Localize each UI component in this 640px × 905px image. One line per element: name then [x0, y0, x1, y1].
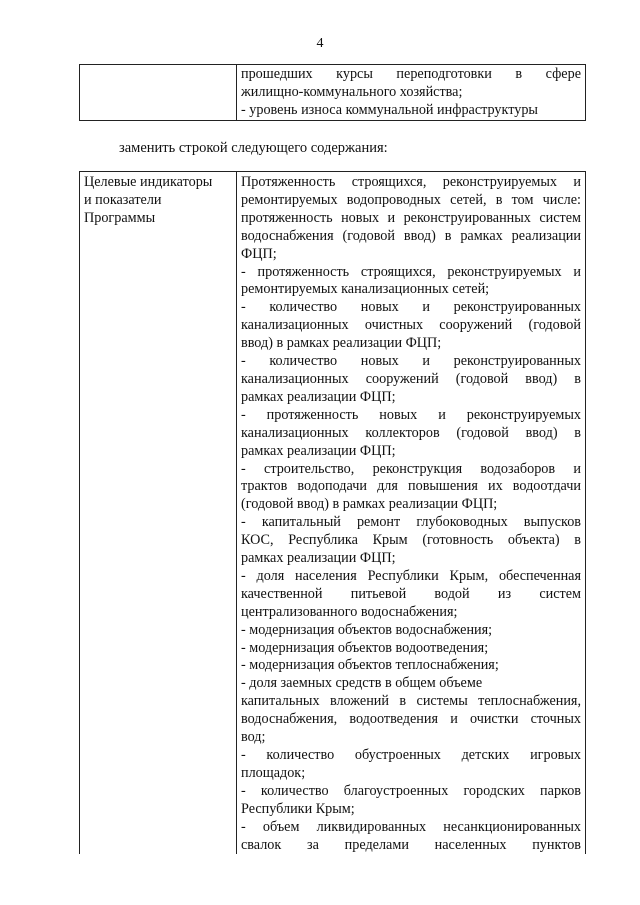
text-line: - строительство, реконструкция водозаборов и: [241, 460, 581, 477]
text-line: Республики Крым;: [241, 800, 355, 817]
text-line: централизованного водоснабжения;: [241, 603, 458, 620]
new-table: [79, 171, 586, 854]
text-line: канализационных очистных сооружений (годовой: [241, 317, 581, 334]
text-line: ФЦП;: [241, 245, 277, 262]
text-line: качественной питьевой водой из систем: [241, 585, 581, 602]
text-line: трактов водоподачи для повышения их водоотдачи: [241, 478, 581, 495]
text-line: ввод) в рамках реализации ФЦП;: [241, 335, 442, 352]
label-line: Программы: [84, 209, 156, 226]
table-cell-content: [237, 65, 586, 121]
text-line: прошедших курсы переподготовки в сфере: [241, 66, 581, 82]
text-line: - протяженность новых и реконструируемых: [241, 406, 581, 423]
previous-table-fragment: [79, 64, 586, 121]
text-line: - количество благоустроенных городских парков: [241, 782, 581, 799]
text-line: ремонтируемых канализационных сетей;: [241, 281, 490, 298]
text-line: Протяженность строящихся, реконструируемых и: [241, 174, 581, 190]
text-line: водоснабжения, водоотведения и очистки сточных: [241, 711, 581, 728]
text-line: водоснабжения (годовой ввод) в рамках реализации: [241, 227, 581, 244]
table-cell-label: [80, 172, 237, 855]
text-line: свалок за пределами населенных пунктов: [241, 836, 581, 853]
table-cell-label: [80, 65, 237, 121]
text-line: - доля населения Республики Крым, обеспеченная: [241, 567, 581, 584]
text-line: - количество новых и реконструированных: [241, 353, 581, 370]
text-line: канализационных сооружений (годовой ввод) в: [241, 370, 581, 387]
text-line: - уровень износа коммунальной инфраструктуры: [241, 101, 538, 118]
text-line: канализационных коллекторов (годовой ввод) в: [241, 424, 581, 441]
text-line: - капитальный ремонт глубоководных выпусков: [241, 514, 581, 531]
text-line: - модернизация объектов водоснабжения;: [241, 621, 493, 638]
text-line: - количество новых и реконструированных: [241, 299, 581, 316]
text-line: вод;: [241, 729, 266, 746]
text-line: ремонтируемых водопроводных сетей, в том числе:: [241, 191, 581, 208]
text-line: капитальных вложений в системы теплоснабжения,: [241, 693, 581, 710]
text-line: площадок;: [241, 764, 306, 781]
instruction-text: заменить строкой следующего содержания:: [119, 140, 388, 156]
label-line: Целевые индикаторы: [84, 174, 213, 190]
table-row: [80, 172, 586, 855]
text-line: рамках реализации ФЦП;: [241, 442, 396, 459]
label-line: и показатели: [84, 191, 162, 208]
text-line: рамках реализации ФЦП;: [241, 388, 396, 405]
text-line: - доля заемных средств в общем объеме: [241, 675, 483, 692]
text-line: - количество обустроенных детских игровых: [241, 747, 581, 763]
text-line: КОС, Республика Крым (готовность объекта) в: [241, 532, 581, 549]
text-line: - модернизация объектов водоотведения;: [241, 639, 489, 656]
table-row: [80, 65, 586, 121]
text-line: - модернизация объектов теплоснабжения;: [241, 657, 499, 674]
text-line: (годовой ввод) в рамках реализации ФЦП;: [241, 496, 498, 513]
text-line: - протяженность строящихся, реконструируемых и: [241, 263, 581, 280]
text-line: жилищно-коммунального хозяйства;: [241, 83, 463, 100]
table-cell-content: [237, 172, 586, 855]
text-line: - объем ликвидированных несанкционированных: [241, 818, 581, 835]
text-line: протяженность новых и реконструированных систем: [241, 209, 581, 226]
page-number: 4: [316, 36, 324, 51]
text-line: рамках реализации ФЦП;: [241, 550, 396, 567]
